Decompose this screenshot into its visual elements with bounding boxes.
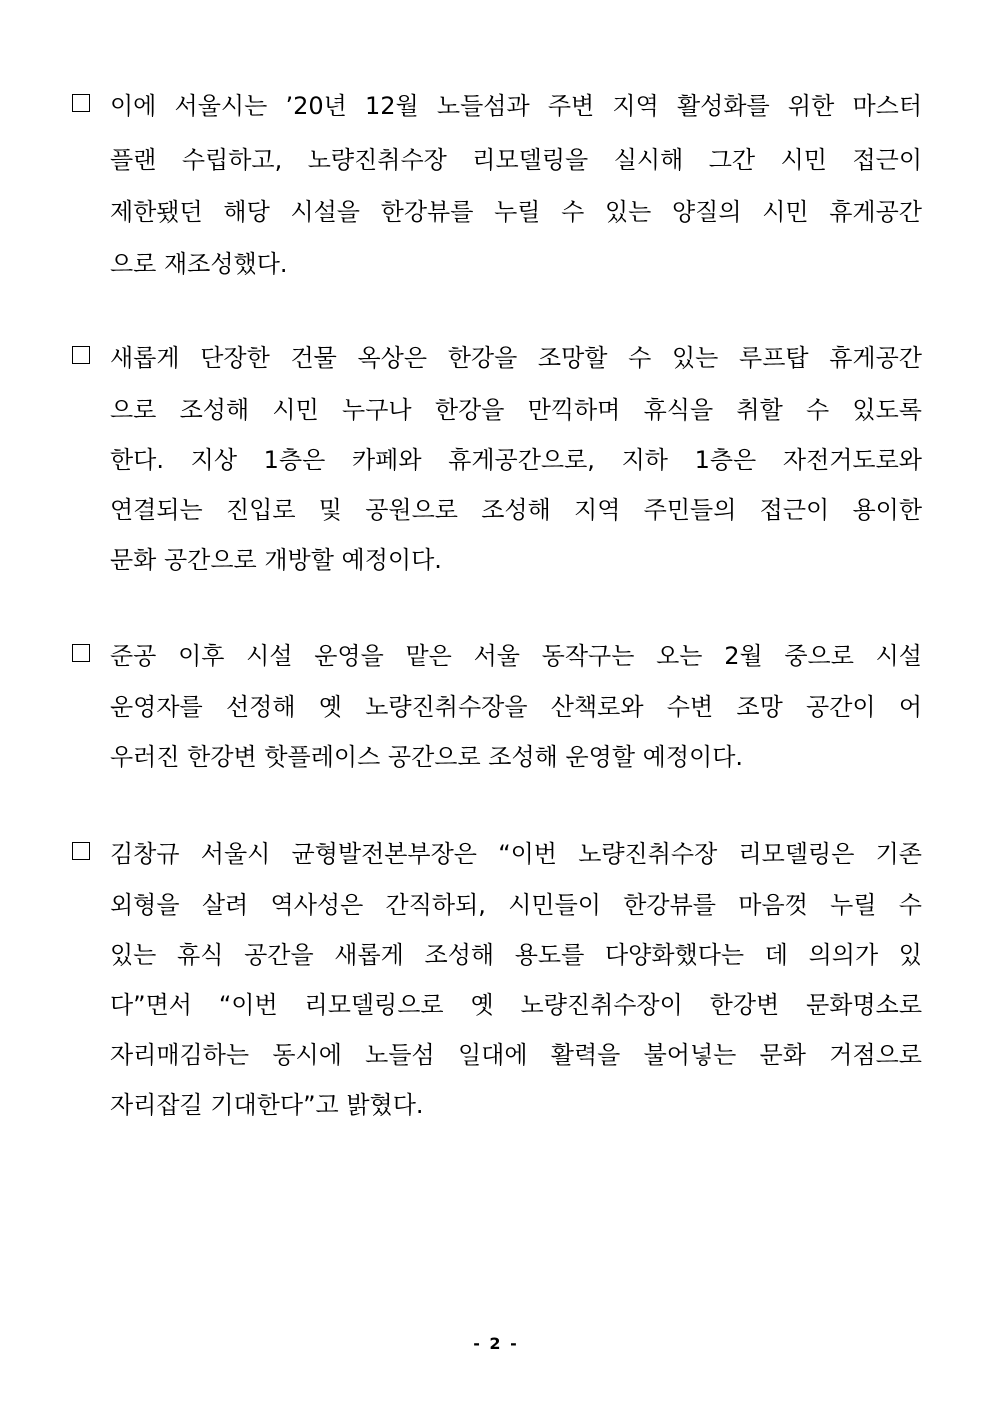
paragraph-line: 자리잡길 기대한다”고 밝혔다.	[110, 1091, 424, 1119]
paragraph-line: 이에 서울시는 ’20년 12월 노들섬과 주변 지역 활성화를 위한 마스터	[110, 92, 922, 120]
paragraph-line: 준공 이후 시설 운영을 맡은 서울 동작구는 오는 2월 중으로 시설	[110, 642, 922, 670]
paragraph-line: 다”면서 “이번 리모델링으로 옛 노량진취수장이 한강변 문화명소로	[110, 991, 922, 1019]
paragraph-line: 문화 공간으로 개방할 예정이다.	[110, 546, 442, 574]
checkbox-bullet-icon	[72, 842, 90, 860]
paragraph-line: 연결되는 진입로 및 공원으로 조성해 지역 주민들의 접근이 용이한	[110, 496, 922, 524]
paragraph-line: 자리매김하는 동시에 노들섬 일대에 활력을 불어넣는 문화 거점으로	[110, 1041, 922, 1069]
paragraph-line: 외형을 살려 역사성은 간직하되, 시민들이 한강뷰를 마음껏 누릴 수	[110, 891, 922, 919]
paragraph-line: 김창규 서울시 균형발전본부장은 “이번 노량진취수장 리모델링은 기존	[110, 840, 922, 868]
page-number: - 2 -	[473, 1334, 519, 1353]
paragraph-line: 으로 조성해 시민 누구나 한강을 만끽하며 휴식을 취할 수 있도록	[110, 396, 922, 424]
paragraph-line: 새롭게 단장한 건물 옥상은 한강을 조망할 수 있는 루프탑 휴게공간	[110, 344, 922, 372]
paragraph-line: 우러진 한강변 핫플레이스 공간으로 조성해 운영할 예정이다.	[110, 743, 744, 771]
checkbox-bullet-icon	[72, 644, 90, 662]
paragraph-line: 있는 휴식 공간을 새롭게 조성해 용도를 다양화했다는 데 의의가 있	[110, 941, 922, 969]
checkbox-bullet-icon	[72, 346, 90, 364]
checkbox-bullet-icon	[72, 94, 90, 112]
paragraph-line: 으로 재조성했다.	[110, 250, 288, 278]
paragraph-line: 제한됐던 해당 시설을 한강뷰를 누릴 수 있는 양질의 시민 휴게공간	[110, 198, 922, 226]
paragraph-line: 한다. 지상 1층은 카페와 휴게공간으로, 지하 1층은 자전거도로와	[110, 446, 922, 474]
paragraph-line: 플랜 수립하고, 노량진취수장 리모델링을 실시해 그간 시민 접근이	[110, 146, 922, 174]
paragraph-line: 운영자를 선정해 옛 노량진취수장을 산책로와 수변 조망 공간이 어	[110, 693, 922, 721]
